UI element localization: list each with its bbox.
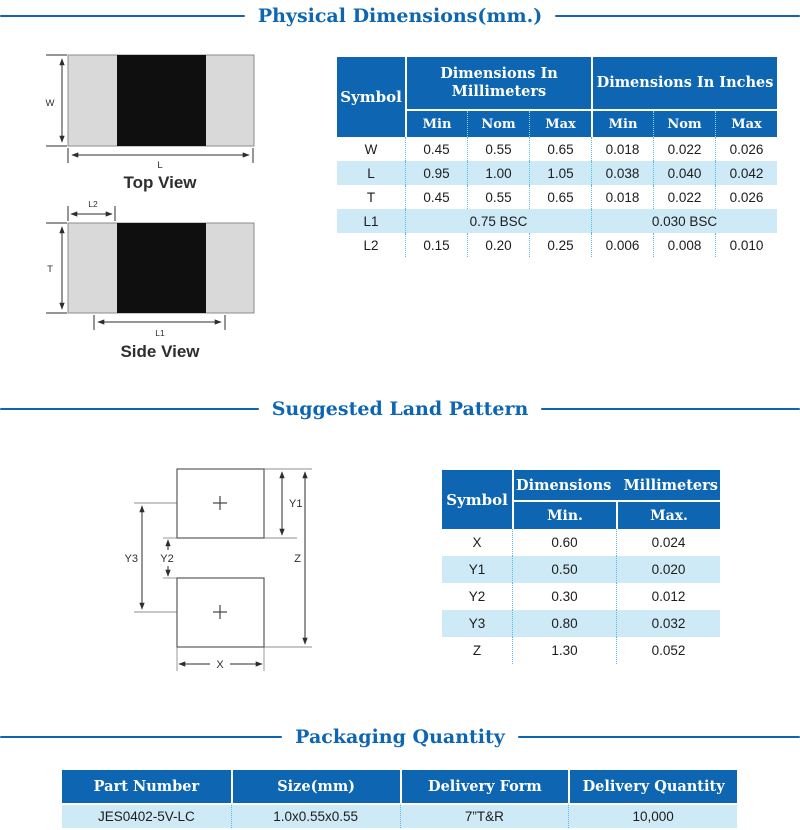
value-cell-bsc-mm: 0.75 BSC: [405, 209, 591, 233]
value-cell: 0.026: [715, 185, 777, 209]
value-cell: 1.05: [529, 161, 591, 185]
value-cell: 0.50: [512, 556, 616, 583]
value-cell: 0.020: [616, 556, 720, 583]
table-row: [337, 137, 777, 161]
col-subheader-in-max: Max: [715, 111, 777, 137]
dim-label-y3: Y3: [124, 553, 138, 565]
table-row: [337, 161, 777, 185]
title-rule-left: [0, 408, 259, 411]
title-rule-left: [0, 736, 282, 739]
dim-label-w: W: [45, 98, 55, 109]
table-row: [442, 610, 720, 637]
col-header-inches: Dimensions In Inches: [591, 57, 777, 111]
value-cell: 1.30: [512, 637, 616, 664]
table-row: [442, 529, 720, 556]
symbol-cell: Y3: [442, 610, 512, 637]
value-cell: 0.040: [653, 161, 715, 185]
top-view-chip: [68, 55, 254, 146]
col-header-dimensions-mm: Dimensions Millimeters: [512, 470, 720, 502]
delivery-quantity-cell: 10,000: [568, 803, 737, 828]
dim-label-l2: L2: [88, 199, 98, 209]
value-cell: 0.018: [591, 137, 653, 161]
physical-dimensions-table: [337, 57, 777, 257]
col-subheader-mm-max: Max: [529, 111, 591, 137]
symbol-cell: L: [337, 161, 405, 185]
dim-label-l: L: [157, 160, 163, 171]
table-row: [62, 803, 737, 828]
value-cell: 0.008: [653, 233, 715, 257]
value-cell: 0.052: [616, 637, 720, 664]
value-cell: 0.45: [405, 137, 467, 161]
value-cell: 1.00: [467, 161, 529, 185]
title-rule-right: [541, 408, 800, 411]
col-subheader-min: Min.: [512, 502, 616, 529]
dim-label-l1: L1: [155, 328, 165, 338]
table-row: [337, 233, 777, 257]
col-header-delivery-quantity: Delivery Quantity: [568, 770, 737, 803]
col-subheader-mm-min: Min: [405, 111, 467, 137]
value-cell: 0.55: [467, 185, 529, 209]
packaging-quantity-table: [62, 770, 737, 828]
delivery-form-cell: 7”T&R: [400, 803, 569, 828]
size-cell: 1.0x0.55x0.55: [231, 803, 400, 828]
value-cell: 0.006: [591, 233, 653, 257]
section-header-land-pattern: [0, 396, 800, 422]
land-pattern-table: [442, 470, 720, 664]
title-rule-right: [555, 15, 800, 18]
chip-center-electrode-side: [117, 223, 206, 313]
table-row: [337, 209, 777, 233]
value-cell: 0.65: [529, 137, 591, 161]
value-cell: 0.042: [715, 161, 777, 185]
physical-dimensions-diagram: [0, 0, 320, 375]
value-cell: 0.022: [653, 137, 715, 161]
symbol-cell: Y2: [468, 589, 486, 604]
col-header-size: Size(mm): [231, 770, 400, 803]
section-title-physical: Physical Dimensions(mm.): [257, 5, 543, 27]
symbol-cell: Z: [472, 643, 482, 658]
top-view-caption: Top View: [123, 173, 197, 192]
col-subheader-mm-nom: Nom: [467, 111, 529, 137]
value-cell: 0.55: [467, 137, 529, 161]
col-header-symbol: Symbol: [442, 470, 512, 529]
value-cell: 0.038: [591, 161, 653, 185]
section-header-packaging-quantity: [0, 724, 800, 750]
table-row: [337, 185, 777, 209]
symbol-cell: Y1: [442, 556, 512, 583]
value-cell: 0.012: [616, 583, 720, 610]
value-cell: 0.80: [512, 610, 616, 637]
table-row: [442, 637, 720, 664]
value-cell: 0.024: [616, 529, 720, 556]
value-cell: 0.032: [616, 610, 720, 637]
symbol-cell: W: [364, 141, 378, 157]
value-cell: 0.018: [591, 185, 653, 209]
col-header-part-number: Part Number: [62, 770, 231, 803]
dim-label-x: X: [216, 659, 224, 671]
col-header-symbol: Symbol: [337, 57, 405, 137]
section-title-packaging: Packaging Quantity: [295, 726, 505, 748]
part-number-cell: JES0402-5V-LC: [62, 803, 231, 828]
section-title-land-pattern: Suggested Land Pattern: [271, 398, 529, 420]
value-cell: 0.30: [512, 583, 616, 610]
land-pattern-diagram: [100, 430, 330, 680]
value-cell: 0.15: [405, 233, 467, 257]
dim-label-y2: Y2: [160, 553, 174, 565]
value-cell: 0.45: [405, 185, 467, 209]
symbol-cell: X: [472, 535, 482, 550]
dim-label-y1: Y1: [289, 498, 303, 510]
value-cell: 0.010: [715, 233, 777, 257]
table-row: [442, 583, 720, 610]
col-subheader-in-nom: Nom: [653, 111, 715, 137]
value-cell: 0.95: [405, 161, 467, 185]
title-rule-right: [518, 736, 800, 739]
symbol-cell: L2: [363, 237, 379, 253]
table-row: [442, 556, 720, 583]
col-header-millimeters: Dimensions In Millimeters: [405, 57, 591, 111]
side-view-chip: [68, 223, 254, 313]
value-cell-bsc-inch: 0.030 BSC: [591, 209, 777, 233]
value-cell: 0.60: [512, 529, 616, 556]
dim-label-t: T: [47, 264, 53, 275]
dim-label-z: Z: [294, 553, 301, 565]
value-cell: 0.022: [653, 185, 715, 209]
col-subheader-max: Max.: [616, 502, 720, 529]
side-view-caption: Side View: [120, 342, 200, 361]
col-header-delivery-form: Delivery Form: [400, 770, 569, 803]
value-cell: 0.20: [467, 233, 529, 257]
symbol-cell: T: [366, 189, 376, 205]
value-cell: 0.026: [715, 137, 777, 161]
value-cell: 0.25: [529, 233, 591, 257]
chip-center-electrode-top: [117, 55, 206, 146]
symbol-cell: L1: [337, 209, 405, 233]
value-cell: 0.65: [529, 185, 591, 209]
col-subheader-in-min: Min: [591, 111, 653, 137]
